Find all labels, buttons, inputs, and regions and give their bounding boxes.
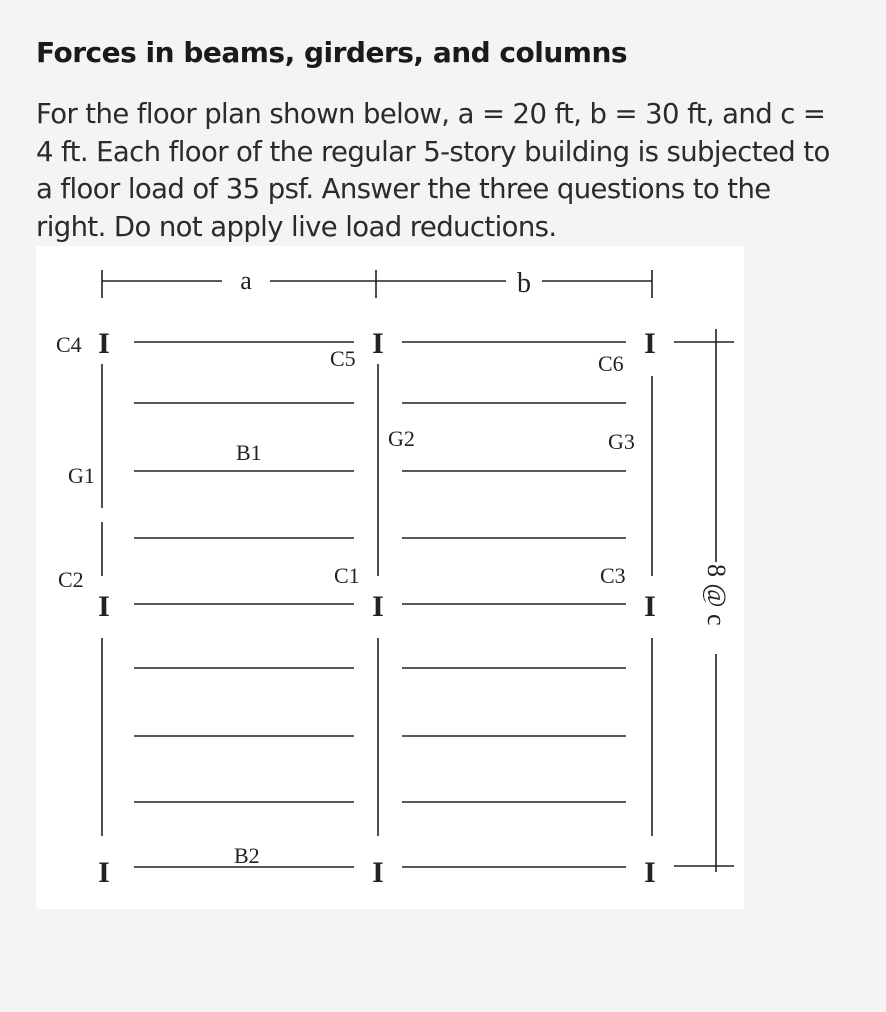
column-symbol-C3: I — [644, 590, 656, 623]
label-C1: C1 — [334, 563, 360, 588]
dimension-label-a: a — [240, 266, 252, 295]
label-C6: C6 — [598, 351, 624, 376]
floor-plan-diagram — [36, 246, 744, 909]
column-symbol-C2: I — [98, 590, 110, 623]
dimension-label-c: 8 @ c — [702, 564, 731, 626]
label-C4: C4 — [56, 332, 82, 357]
page-title: Forces in beams, girders, and columns — [36, 36, 628, 69]
label-B1: B1 — [236, 440, 262, 465]
floor-plan-svg — [36, 246, 744, 909]
column-symbol-C6: I — [644, 327, 656, 360]
label-G1: G1 — [68, 463, 95, 488]
column-symbol-bottom-middle: I — [372, 856, 384, 889]
label-C5: C5 — [330, 346, 356, 371]
column-symbol-C5: I — [372, 327, 384, 360]
label-C3: C3 — [600, 563, 626, 588]
dimension-label-b: b — [517, 268, 531, 299]
problem-statement: For the floor plan shown below, a = 20 ft, b = 30 ft, and c = 4 ft. Each floor of the regular 5-story building is subjected to a floor load of 35 psf. Answer the three questions to the right. Do not apply live load reductions. — [36, 98, 830, 243]
label-G2: G2 — [388, 426, 415, 451]
column-symbol-C4: I — [98, 327, 110, 360]
column-symbol-bottom-left: I — [98, 856, 110, 889]
column-symbol-bottom-right: I — [644, 856, 656, 889]
label-C2: C2 — [58, 567, 84, 592]
column-symbol-C1: I — [372, 590, 384, 623]
label-G3: G3 — [608, 429, 635, 454]
label-B2: B2 — [234, 843, 260, 868]
